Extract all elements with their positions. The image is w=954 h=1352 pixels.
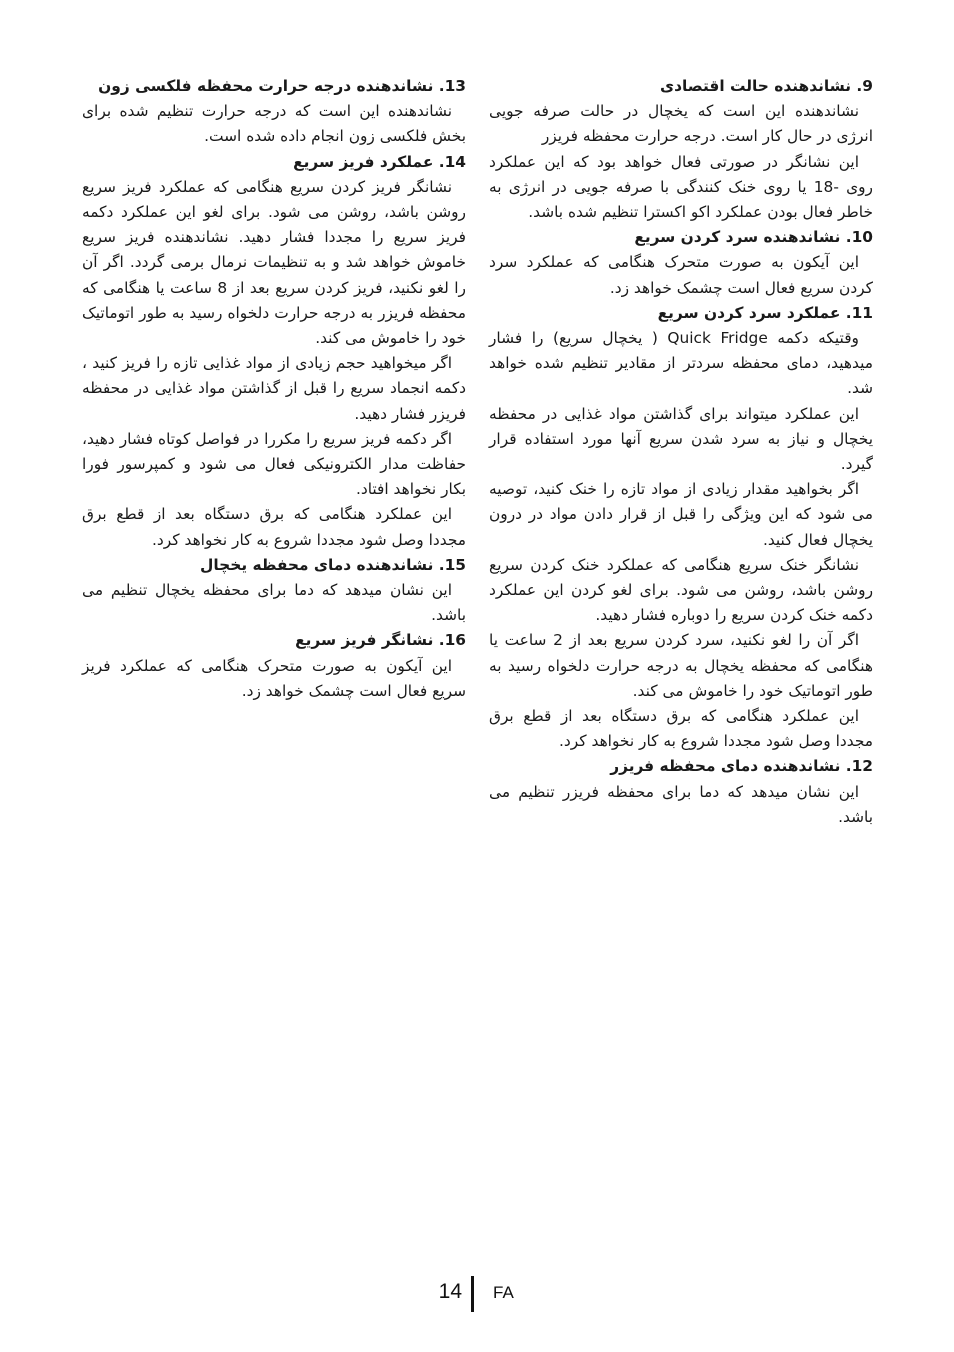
paragraph: این عملکرد میتواند برای گذاشتن مواد غذایی در محفظه یخچال و نیاز به سرد شدن سریع آنها مورد استفاده قرار گیرد. [489,404,873,474]
paragraph: نشانگر خنک سریع هنگامی که عملکرد خنک کردن سریع روشن باشد، روشن می شود. برای لغو کردن این عملکرد دکمه خنک کردن سریع را دوباره فشار دهید. [489,555,873,625]
section-heading-10: 10. نشاندهنده سرد کردن سریع [634,228,873,247]
paragraph: این نشان میدهد که دما برای محفظه یخچال تنظیم می باشد. [82,581,466,625]
paragraph: این آیکون به صورت متحرک هنگامی که عملکرد فریز سریع فعال است چشمک خواهد زد. [82,656,466,700]
right-column [489,74,873,830]
section-heading-14: 14. عملکرد فریز سریع [293,152,466,171]
paragraph: وقتیکه دکمه Quick Fridge ( یخچال سریع) را فشار میدهید، دمای محفظه سردتر از مقادیر تنظیم شده خواهد شد. [489,329,873,398]
page-number: 14 [438,1280,462,1303]
paragraph: این نشان میدهد که دما برای محفظه فریزر تنظیم می باشد. [489,782,873,826]
footer-divider [471,1276,474,1312]
paragraph: نشانگر فریز کردن سریع هنگامی که عملکرد فریز سریع روشن باشد، روشن می شود. برای لغو این عملکرد دکمه فریز سریع را مجددا فشار دهید. نشاندهنده فریز سریع خاموش خواهد شد و به تنظیمات نرمال برمی گردد. اگر آن را لغو نکنید، فریز کردن سریع بعد از 8 ساعت یا هنگامی که محفظه فریزر به درجه حرارت دلخواه رسید به طور اتوماتیک خود را خاموش می کند. [82,177,466,348]
section-heading-12: 12. نشاندهنده دمای محفظه فریزر [610,757,873,776]
paragraph: این عملکرد هنگامی که برق دستگاه بعد از قطع برق مجددا وصل شود مجددا شروع به کار نخواهد کرد. [489,707,873,751]
section-heading-13: 13. نشاندهنده درجه حرارت محفظه فلکسی زون [98,77,466,95]
paragraph: این نشانگر در صورتی فعال خواهد بود که این عملکرد روی -18 یا روی خنک کنندگی با صرفه جویی در انرژی به خاطر فعال بودن عملکرد اکو اکسترا تنظیم شده باشد. [489,152,873,222]
page-footer [0,1276,954,1312]
paragraph: نشاندهنده این است که یخچال در حالت صرفه جویی انرژی در حال کار است. درجه حرارت محفظه فریزر [489,102,873,146]
paragraph: اگر بخواهید مقدار زیادی از مواد تازه را خنک کنید، توصیه می شود که این ویژگی را قبل از قرار دادن مواد در درون یخچال فعال کنید. [489,480,873,549]
paragraph: اگر میخواهید حجم زیادی از مواد غذایی تازه را فریز کنید ، دکمه انجماد سریع را قبل از گذاشتن مواد غذایی در محفظه فریزر فشار دهید. [82,354,466,423]
left-column [82,74,466,704]
paragraph: اگر آن را لغو نکنید، سرد کردن سریع بعد از 2 ساعت یا هنگامی که محفظه یخچال به درجه حرارت دلخواه رسید به طور اتوماتیک خود را خاموش می کند. [489,631,873,700]
paragraph: این آیکون به صورت متحرک هنگامی که عملکرد سرد کردن سریع فعال است چشمک خواهد زد. [489,253,873,297]
section-heading-9: 9. نشاندهنده حالت اقتصادی [660,77,873,95]
paragraph: این عملکرد هنگامی که برق دستگاه بعد از قطع برق مجددا وصل شود مجددا شروع به کار نخواهد کرد. [82,505,466,549]
section-heading-11: 11. عملکرد سرد کردن سریع [657,303,873,322]
section-heading-16: 16. نشانگر فریز سریع [295,631,466,650]
language-code: FA [493,1283,514,1302]
paragraph: نشاندهنده این است که درجه حرارت تنظیم شده برای بخش فلکسی زون انجام داده شده است. [82,102,466,146]
section-heading-15: 15. نشاندهنده دمای محفظه یخچال [200,555,466,574]
paragraph: اگر دکمه فریز سریع را مکررا در فواصل کوتاه فشار دهید، حفاظت مدار الکترونیکی فعال می شود و کمپرسور فورا بکار نخواهد افتاد. [82,429,466,499]
